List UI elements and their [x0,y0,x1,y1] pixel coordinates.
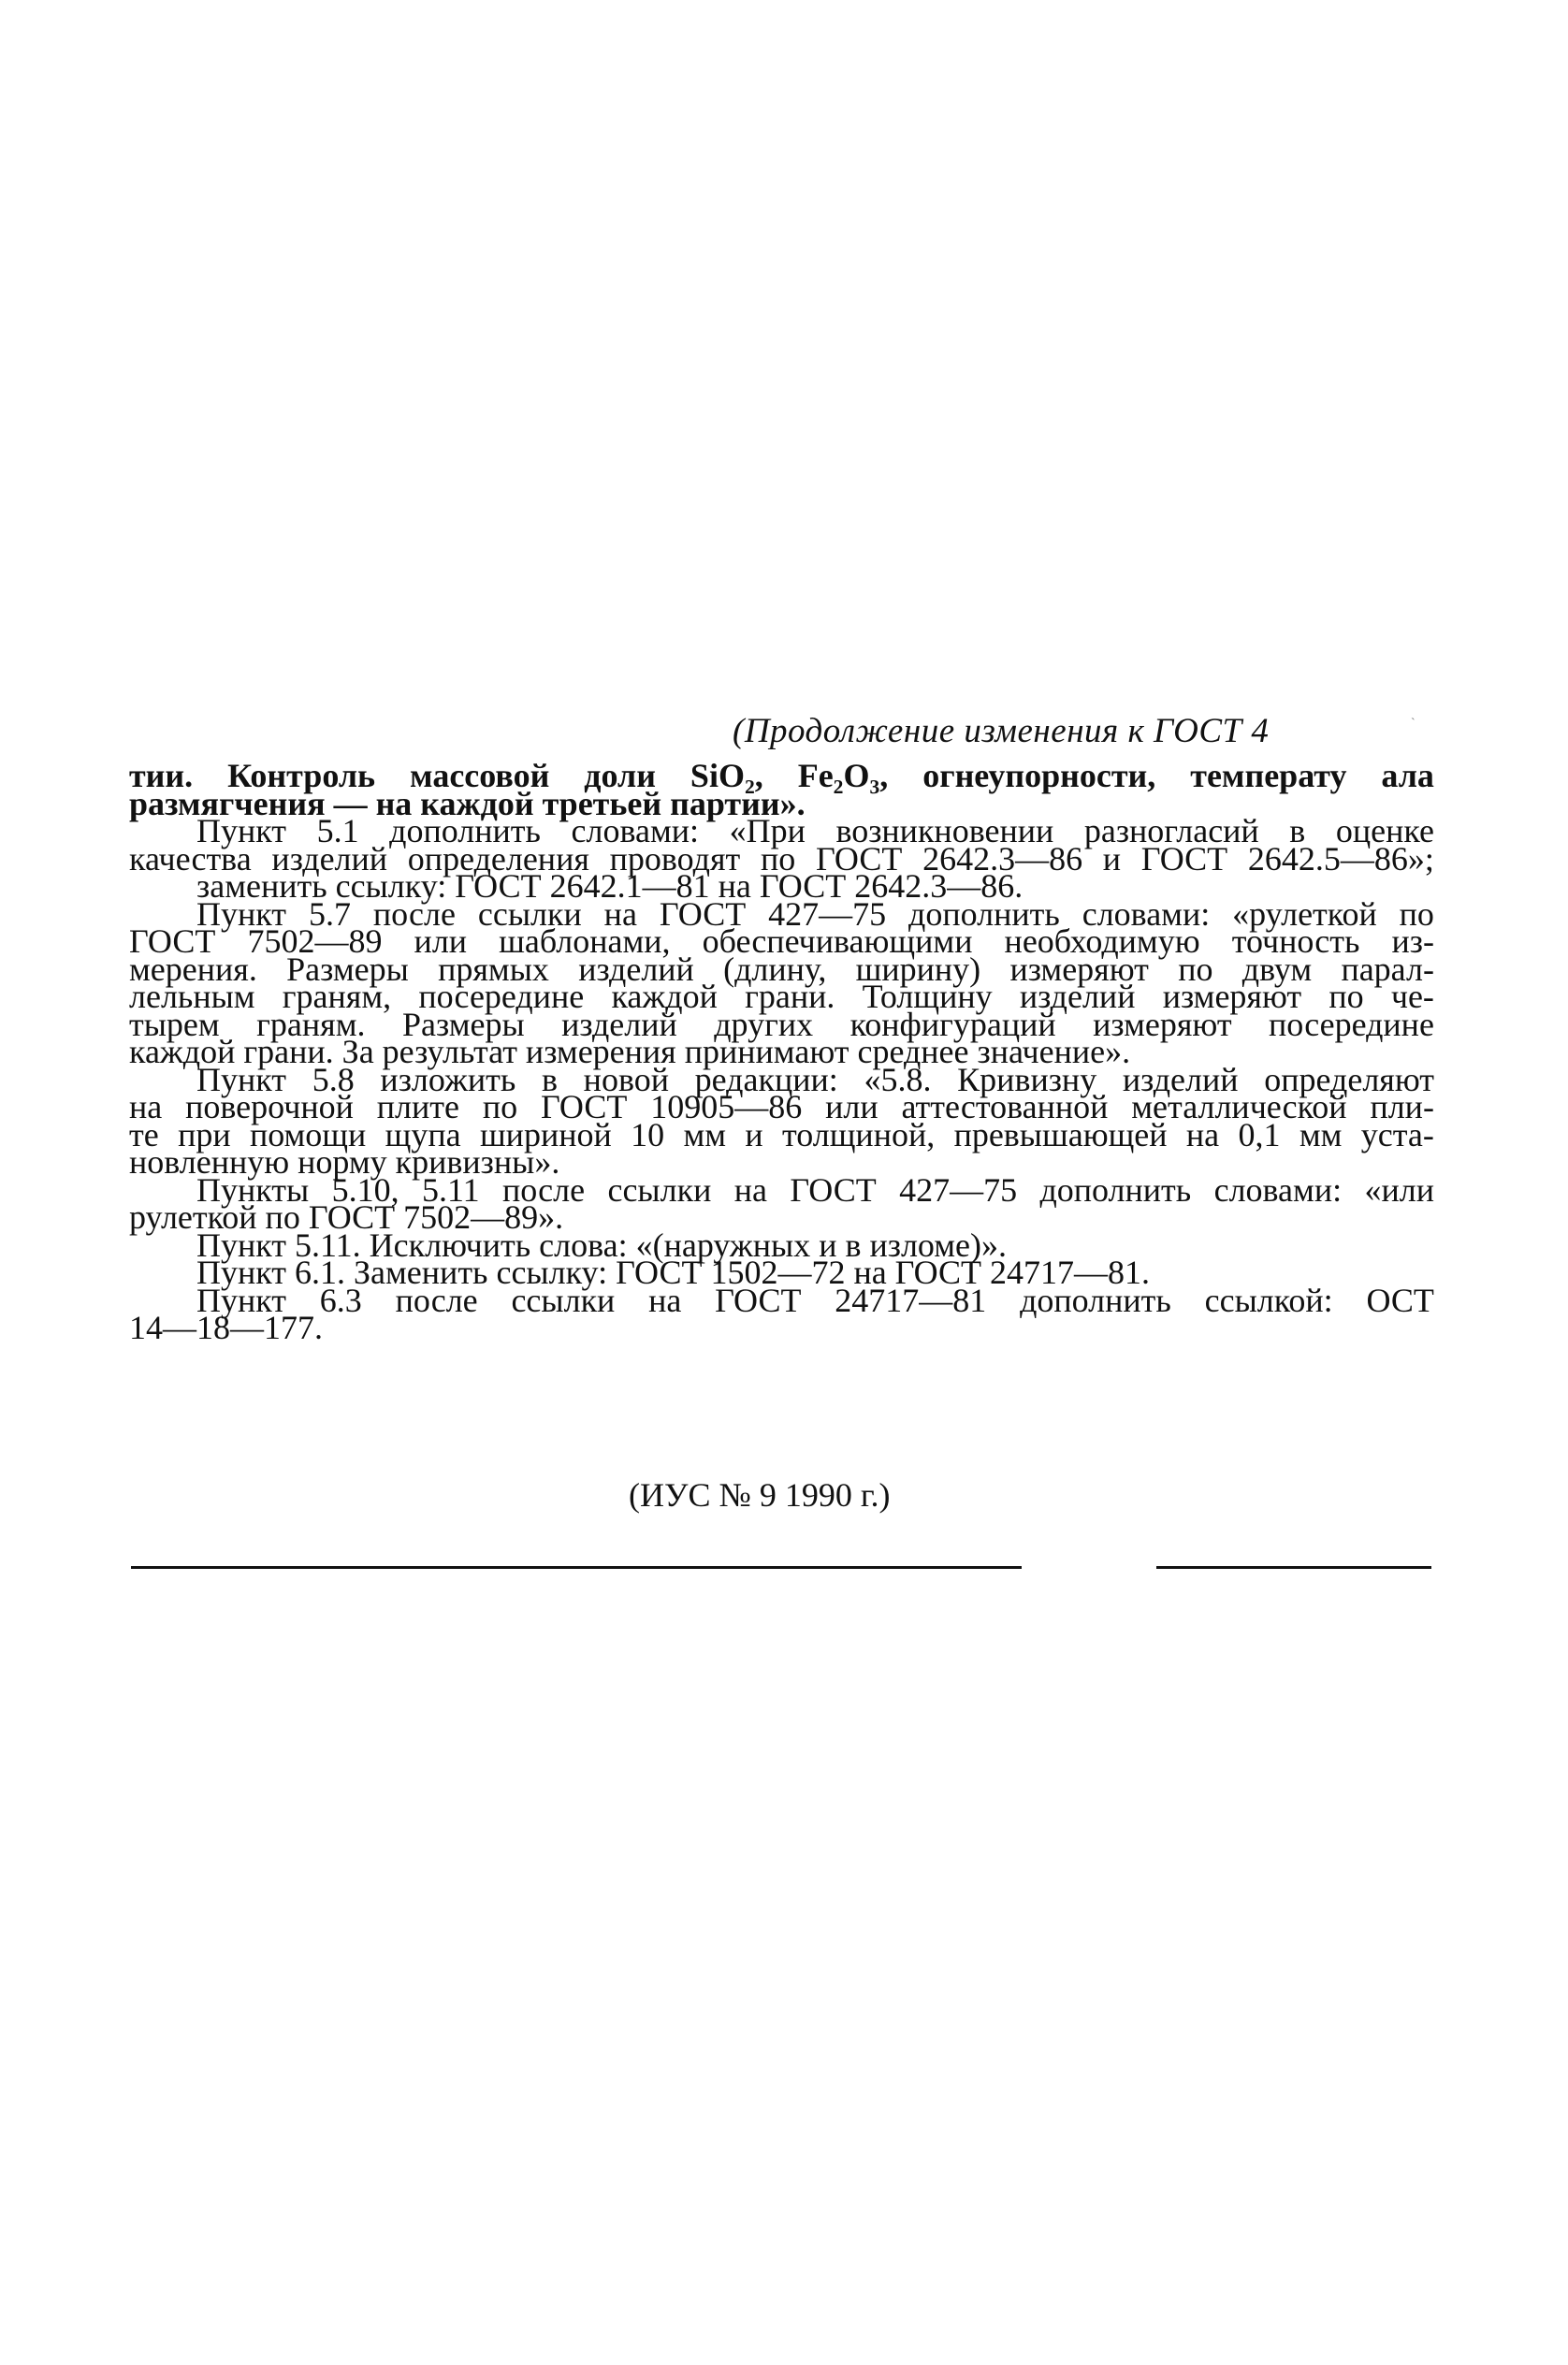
text-line: рулеткой по ГОСТ 7502—89». [129,1198,564,1236]
footer-rule-left [131,1566,1022,1569]
word: шаблонами, [499,922,671,960]
word: определяют [1264,1060,1434,1098]
word: словами: [1082,894,1211,933]
word: на [129,1088,163,1125]
word: других [714,1005,814,1043]
word: изделий [1019,978,1136,1015]
word: превышающей [953,1115,1168,1153]
word: лельным [129,978,255,1015]
word: доли [584,757,656,794]
word: 6.3 [319,1281,362,1319]
word: 5.1 [316,812,359,849]
word: измеряют [1093,1005,1232,1043]
word: ГОСТ [790,1170,877,1209]
word: дополнить [1039,1170,1192,1209]
word: ГОСТ [1140,839,1228,878]
word: мм [683,1115,726,1153]
word: Пункты [196,1170,310,1209]
word: 2642.5—86»; [1247,839,1434,878]
word: че- [1390,978,1434,1015]
word: те [129,1115,159,1153]
word: ГОСТ [815,839,903,878]
document-body [129,757,1434,1346]
word: 24717—81 [835,1281,987,1319]
word: при [178,1115,231,1153]
word: Пункт [196,812,287,849]
word: 5.8 [312,1060,355,1098]
word: по [1328,978,1364,1015]
word: после [395,1281,478,1319]
word: поверочной [185,1088,354,1125]
word: проводят [609,839,741,878]
word: по [1399,894,1434,933]
word: разногласий [1083,812,1259,849]
word: в [541,1060,558,1098]
word: «рулеткой [1232,894,1377,933]
word: 5.10, [331,1170,399,1209]
word: огнеупорности, [922,757,1156,794]
word: дополнить [389,812,541,849]
word: точность [1231,922,1360,960]
word: прямых [438,950,549,988]
text-line: Пункт 6.1. Заменить ссылку: ГОСТ 1502—72 на ГОСТ 24717—81. [196,1254,1151,1291]
word: 10 [631,1115,665,1153]
text-line: размягчения — на каждой третьей партии». [129,784,806,822]
word: дополнить [908,894,1060,933]
word: оценке [1335,812,1434,849]
word: плите [376,1088,459,1125]
word: тии. [129,757,194,794]
word: из- [1391,922,1434,960]
word: граням, [282,978,392,1015]
word: Пункт [196,894,287,933]
word: посередине [1269,1005,1434,1043]
word: после [502,1170,586,1209]
scan-mark: ` [1411,717,1416,731]
word: 10905—86 [650,1088,803,1125]
word: словами: [571,812,700,849]
word: по [760,839,796,878]
word: помощи [249,1115,367,1153]
word: ГОСТ [129,922,216,960]
word: Fe₂O₃, [797,757,889,794]
word: температу [1190,757,1347,794]
word: изделий [271,839,388,878]
word: 5.7 [308,894,351,933]
word: пли- [1370,1088,1434,1125]
word: определения [407,839,589,878]
word: ширину) [855,950,981,988]
word: изложить [380,1060,516,1098]
word: 0,1 [1238,1115,1281,1153]
word: уста- [1360,1115,1434,1153]
word: ала [1381,757,1434,794]
word: после [372,894,456,933]
word: ГОСТ [659,894,747,933]
word: на [733,1170,767,1209]
word: Кривизну [957,1060,1097,1098]
word: измеряют [1162,978,1302,1015]
word: Пункт [196,1060,287,1098]
word: в [1289,812,1306,849]
word: по [482,1088,518,1125]
word: изделий [561,1005,677,1043]
word: измеряют [1009,950,1149,988]
word: на [648,1281,682,1319]
word: массовой [410,757,550,794]
text-line: новленную норму кривизны». [129,1143,560,1181]
word: парал- [1341,950,1434,988]
word: ссылки [511,1281,616,1319]
word: ОСТ [1366,1281,1434,1319]
word: и [1102,839,1122,878]
word: необходимую [1004,922,1200,960]
word: грани. [745,978,835,1015]
word: тырем [129,1005,220,1043]
page-header: (Продолжение изменения к ГОСТ 4 [733,712,1270,750]
word: двум [1241,950,1313,988]
word: обеспечивающими [702,922,973,960]
word: ссылки [607,1170,712,1209]
text-line: Пункт 5.11. Исключить слова: «(наружных и в изломе)». [196,1226,1007,1264]
word: Пункт [196,1281,287,1319]
word: словами: [1213,1170,1343,1209]
word: ГОСТ [540,1088,628,1125]
word: изделий [1122,1060,1239,1098]
source-reference: (ИУС № 9 1990 г.) [629,1476,891,1514]
word: возникновении [835,812,1054,849]
word: 427—75 [899,1170,1018,1209]
word: металлической [1131,1088,1347,1125]
word: Толщину [862,978,993,1015]
word: 5.11 [421,1170,480,1209]
word: редакции: [694,1060,838,1098]
word: посередине [418,978,585,1015]
word: или [414,922,468,960]
footer-rule-right [1156,1566,1431,1569]
word: каждой [611,978,718,1015]
word: «При [729,812,806,849]
word: по [1178,950,1213,988]
word: и [745,1115,763,1153]
word: качества [129,839,252,878]
word: дополнить [1020,1281,1171,1319]
text-line: заменить ссылку: ГОСТ 2642.1—81 на ГОСТ 2642.3—86. [196,867,1024,905]
word: ГОСТ [715,1281,802,1319]
word: «5.8. [864,1060,932,1098]
word: аттестованной [901,1088,1109,1125]
word: мерения. [129,950,257,988]
word: мм [1299,1115,1343,1153]
word: ссылкой: [1204,1281,1333,1319]
word: Размеры [286,950,409,988]
word: Размеры [401,1005,525,1043]
word: 2642.3—86 [922,839,1083,878]
word: щупа [385,1115,461,1153]
text-line: каждой грани. За результат измерения принимают среднее значение». [129,1033,1131,1070]
word: изделий [578,950,694,988]
word: 427—75 [768,894,887,933]
word: шириной [479,1115,612,1153]
word: Контроль [227,757,376,794]
word: «или [1364,1170,1434,1209]
word: на [1185,1115,1220,1153]
word: 7502—89 [247,922,383,960]
word: или [825,1088,878,1125]
word: SiO₂, [690,757,763,794]
word: (длину, [723,950,827,988]
text-line [129,1281,1434,1319]
word: новой [583,1060,669,1098]
text-line: 14—18—177. [129,1309,323,1346]
word: толщиной, [781,1115,936,1153]
word: ссылки [477,894,582,933]
word: на [603,894,637,933]
word: граням. [256,1005,366,1043]
word: конфигураций [849,1005,1056,1043]
